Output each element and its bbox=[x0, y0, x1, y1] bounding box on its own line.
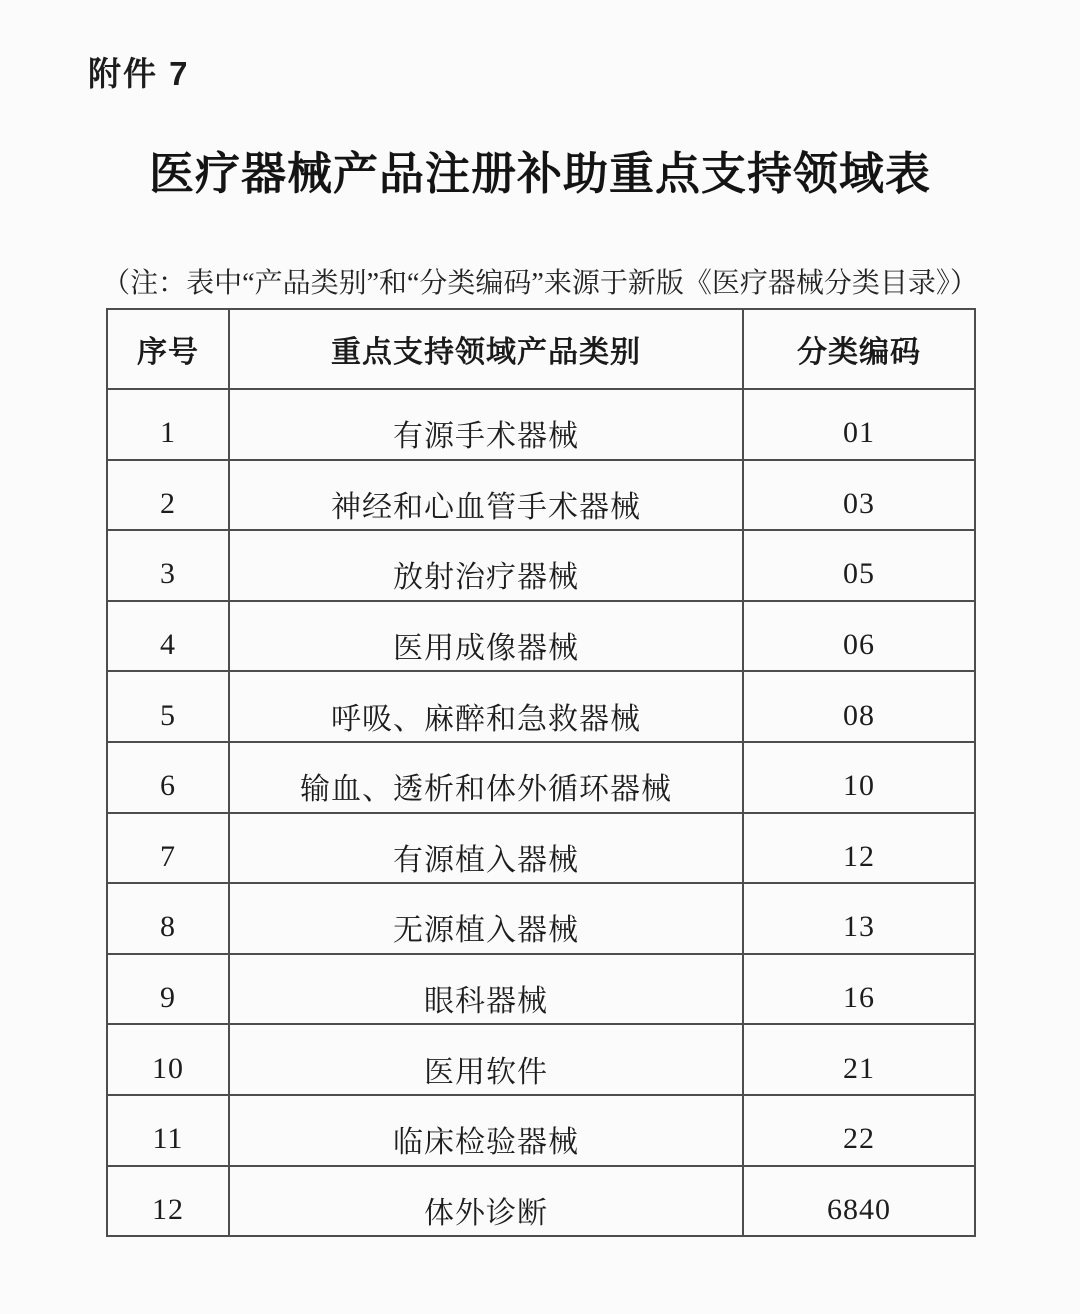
code-cell-text: 08 bbox=[843, 698, 875, 732]
category-cell bbox=[229, 389, 743, 460]
code-cell bbox=[743, 742, 975, 813]
row-index-cell bbox=[107, 601, 229, 672]
category-cell-text: 放射治疗器械 bbox=[393, 561, 579, 595]
row-index-cell-text: 6 bbox=[160, 769, 176, 803]
category-cell-text: 医用软件 bbox=[424, 1055, 548, 1089]
code-cell bbox=[743, 813, 975, 884]
code-cell bbox=[743, 389, 975, 460]
table-row bbox=[107, 742, 975, 813]
table-row bbox=[107, 1166, 975, 1237]
category-cell-text: 有源手术器械 bbox=[393, 420, 579, 454]
row-index-cell bbox=[107, 742, 229, 813]
category-cell-text: 医用成像器械 bbox=[393, 632, 579, 666]
category-cell-text: 临床检验器械 bbox=[393, 1126, 579, 1160]
row-index-cell bbox=[107, 671, 229, 742]
category-cell bbox=[229, 1024, 743, 1095]
table-row bbox=[107, 1095, 975, 1166]
code-cell bbox=[743, 1095, 975, 1166]
table-header-row bbox=[107, 309, 975, 389]
code-cell-text: 22 bbox=[843, 1122, 875, 1156]
code-cell-text: 06 bbox=[843, 628, 875, 662]
table-row bbox=[107, 813, 975, 884]
category-cell bbox=[229, 1166, 743, 1237]
code-cell-text: 12 bbox=[843, 839, 875, 873]
row-index-cell-text: 1 bbox=[160, 416, 176, 450]
category-cell bbox=[229, 1095, 743, 1166]
row-index-cell bbox=[107, 954, 229, 1025]
category-cell bbox=[229, 813, 743, 884]
code-cell bbox=[743, 1166, 975, 1237]
category-cell bbox=[229, 671, 743, 742]
code-cell bbox=[743, 954, 975, 1025]
category-cell bbox=[229, 460, 743, 531]
row-index-cell bbox=[107, 883, 229, 954]
code-cell-text: 10 bbox=[843, 769, 875, 803]
code-cell-text: 21 bbox=[843, 1051, 875, 1085]
header-code: 分类编码 bbox=[743, 309, 975, 389]
row-index-cell bbox=[107, 389, 229, 460]
category-cell-text: 呼吸、麻醉和急救器械 bbox=[331, 702, 641, 736]
row-index-cell-text: 11 bbox=[152, 1122, 184, 1156]
table-header bbox=[107, 309, 975, 389]
code-cell-text: 6840 bbox=[827, 1192, 891, 1226]
category-cell-text: 眼科器械 bbox=[424, 985, 548, 1019]
row-index-cell-text: 10 bbox=[152, 1051, 184, 1085]
code-cell-text: 05 bbox=[843, 557, 875, 591]
code-cell-text: 13 bbox=[843, 910, 875, 944]
table-row bbox=[107, 883, 975, 954]
code-cell-text: 01 bbox=[843, 416, 875, 450]
code-cell bbox=[743, 883, 975, 954]
page-title: 医疗器械产品注册补助重点支持领域表 bbox=[148, 149, 931, 199]
row-index-cell bbox=[107, 460, 229, 531]
category-cell bbox=[229, 742, 743, 813]
code-cell-text: 03 bbox=[843, 486, 875, 520]
code-cell bbox=[743, 601, 975, 672]
table-row bbox=[107, 954, 975, 1025]
table-row bbox=[107, 601, 975, 672]
code-cell bbox=[743, 1024, 975, 1095]
row-index-cell-text: 8 bbox=[160, 910, 176, 944]
code-cell bbox=[743, 530, 975, 601]
row-index-cell bbox=[107, 813, 229, 884]
code-cell-text: 16 bbox=[843, 981, 875, 1015]
category-cell-text: 输血、透析和体外循环器械 bbox=[300, 773, 672, 807]
row-index-cell-text: 2 bbox=[160, 486, 176, 520]
row-index-cell bbox=[107, 1024, 229, 1095]
table-source-note: （注：表中“产品类别”和“分类编码”来源于新版《医疗器械分类目录》） bbox=[102, 268, 978, 299]
category-cell bbox=[229, 601, 743, 672]
category-cell-text: 体外诊断 bbox=[424, 1196, 548, 1230]
row-index-cell-text: 12 bbox=[152, 1192, 184, 1226]
support-areas-table bbox=[106, 308, 976, 1237]
category-cell-text: 无源植入器械 bbox=[393, 914, 579, 948]
row-index-cell bbox=[107, 1166, 229, 1237]
row-index-cell-text: 5 bbox=[160, 698, 176, 732]
code-cell bbox=[743, 671, 975, 742]
header-index: 序号 bbox=[107, 309, 229, 389]
table-row bbox=[107, 460, 975, 531]
row-index-cell-text: 4 bbox=[160, 628, 176, 662]
category-cell-text: 有源植入器械 bbox=[393, 843, 579, 877]
category-cell-text: 神经和心血管手术器械 bbox=[331, 490, 641, 524]
row-index-cell-text: 7 bbox=[160, 839, 176, 873]
code-cell bbox=[743, 460, 975, 531]
table-row bbox=[107, 671, 975, 742]
row-index-cell bbox=[107, 1095, 229, 1166]
table-row bbox=[107, 1024, 975, 1095]
row-index-cell bbox=[107, 530, 229, 601]
row-index-cell-text: 3 bbox=[160, 557, 176, 591]
header-category: 重点支持领域产品类别 bbox=[229, 309, 743, 389]
category-cell bbox=[229, 530, 743, 601]
attachment-label: 附件 7 bbox=[88, 55, 190, 92]
table-body bbox=[107, 389, 975, 1236]
table-row bbox=[107, 530, 975, 601]
row-index-cell-text: 9 bbox=[160, 981, 176, 1015]
category-cell bbox=[229, 883, 743, 954]
table-row bbox=[107, 389, 975, 460]
category-cell bbox=[229, 954, 743, 1025]
